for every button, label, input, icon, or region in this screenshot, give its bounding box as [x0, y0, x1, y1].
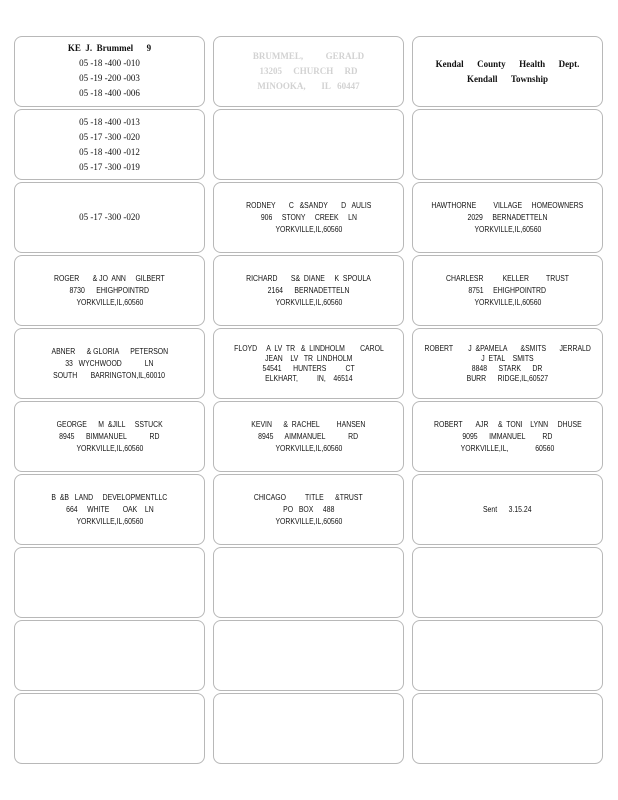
- address-label-blank: [213, 620, 404, 691]
- label-line: 33 WYCHWOOD LN: [65, 358, 154, 368]
- label-line: CHICAGO TITLE &TRUST: [254, 492, 363, 502]
- label-line: ELKHART, IN, 46514: [264, 373, 353, 383]
- label-line: YORKVILLE,IL, 60560: [460, 443, 555, 453]
- address-label: [213, 36, 404, 107]
- address-label: [412, 182, 603, 253]
- label-line: GEORGE M &JILL SSTUCK: [56, 419, 163, 429]
- address-label-sheet: [14, 36, 603, 764]
- label-line: FLOYD A LV TR & LINDHOLM CAROL: [233, 343, 384, 353]
- label-line: BRUMMEL, GERALD: [252, 51, 365, 61]
- label-line: J ETAL SMITS: [481, 353, 534, 363]
- label-line: 05 -17 -300 -019: [79, 161, 140, 172]
- label-line: 05 -18 -400 -012: [79, 146, 140, 157]
- address-label-blank: [14, 547, 205, 618]
- label-line: 664 WHITE OAK LN: [65, 504, 154, 514]
- label-line: JEAN LV TR LINDHOLM: [264, 353, 353, 363]
- label-line: 13205 CHURCH RD: [259, 66, 358, 76]
- label-line: YORKVILLE,IL,60560: [275, 443, 342, 453]
- address-label: [412, 36, 603, 107]
- label-line: YORKVILLE,IL,60560: [474, 224, 541, 234]
- label-line: CHARLESR KELLER TRUST: [446, 273, 569, 283]
- label-line: 8848 STARK DR: [472, 363, 543, 373]
- label-line: 2029 BERNADETTELN: [467, 212, 548, 222]
- address-label-blank: [412, 693, 603, 764]
- address-label: [14, 109, 205, 180]
- address-label-blank: [213, 547, 404, 618]
- address-label: [213, 401, 404, 472]
- address-label-blank: [213, 109, 404, 180]
- address-label: [14, 474, 205, 545]
- address-label-blank: [412, 109, 603, 180]
- label-line: KEVIN & RACHEL HANSEN: [251, 419, 366, 429]
- label-line: 05 -17 -300 -020: [79, 131, 140, 142]
- label-line: 8751 EHIGHPOINTRD: [468, 285, 547, 295]
- address-label-blank: [14, 693, 205, 764]
- label-line: Kendall Township: [466, 73, 549, 84]
- label-line: BURR RIDGE,IL,60527: [466, 373, 549, 383]
- address-label: [14, 182, 205, 253]
- label-line: YORKVILLE,IL,60560: [275, 516, 342, 526]
- label-line: PO BOX 488: [282, 504, 335, 514]
- label-line: YORKVILLE,IL,60560: [76, 443, 143, 453]
- label-line: RICHARD S& DIANE K SPOULA: [246, 273, 371, 283]
- label-line: SOUTH BARRINGTON,IL,60010: [53, 370, 166, 380]
- address-label-blank: [14, 620, 205, 691]
- label-line: 05 -17 -300 -020: [79, 212, 140, 222]
- address-label: [213, 328, 404, 399]
- label-line: ROBERT AJR & TONI LYNN DHUSE: [433, 419, 582, 429]
- address-label: [412, 474, 603, 545]
- address-label: [213, 255, 404, 326]
- label-line: YORKVILLE,IL,60560: [76, 516, 143, 526]
- label-line: YORKVILLE,IL,60560: [275, 297, 342, 307]
- address-label: [14, 255, 205, 326]
- label-line: HAWTHORNE VILLAGE HOMEOWNERS: [431, 200, 584, 210]
- label-line: 8945 BIMMANUEL RD: [59, 431, 160, 441]
- address-label: [14, 401, 205, 472]
- address-label-blank: [412, 547, 603, 618]
- label-line: ROBERT J &PAMELA &SMITS JERRALD: [424, 343, 591, 353]
- label-line: Kendal County Health Dept.: [435, 58, 580, 69]
- label-line: YORKVILLE,IL,60560: [275, 224, 342, 234]
- label-line: 8730 EHIGHPOINTRD: [69, 285, 150, 295]
- address-label: [412, 255, 603, 326]
- label-line: Sent 3.15.24: [483, 504, 532, 514]
- label-line: 9095 IMMANUEL RD: [462, 431, 553, 441]
- address-label: [14, 36, 205, 107]
- label-line: 05 -18 -400 -006: [79, 88, 140, 98]
- label-line: YORKVILLE,IL,60560: [76, 297, 143, 307]
- label-line: KE J. Brummel 9: [67, 43, 152, 53]
- address-label-blank: [412, 620, 603, 691]
- label-line: B &B LAND DEVELOPMENTLLC: [51, 492, 168, 502]
- address-label: [213, 474, 404, 545]
- label-line: 906 STONY CREEK LN: [260, 212, 357, 222]
- address-label: [213, 182, 404, 253]
- address-label: [412, 328, 603, 399]
- label-line: ABNER & GLORIA PETERSON: [51, 346, 168, 356]
- label-line: 8945 AIMMANUEL RD: [258, 431, 359, 441]
- label-line: 05 -18 -400 -013: [79, 116, 140, 127]
- label-line: 54541 HUNTERS CT: [262, 363, 355, 373]
- label-line: 05 -18 -400 -010: [79, 58, 140, 68]
- label-line: 05 -19 -200 -003: [79, 73, 140, 83]
- address-label: [14, 328, 205, 399]
- label-line: YORKVILLE,IL,60560: [474, 297, 541, 307]
- address-label-blank: [213, 693, 404, 764]
- label-line: 2164 BERNADETTELN: [267, 285, 350, 295]
- label-line: MINOOKA, IL 60447: [257, 81, 360, 91]
- label-line: ROGER & JO ANN GILBERT: [54, 273, 165, 283]
- label-line: RODNEY C &SANDY D AULIS: [245, 200, 372, 210]
- address-label: [412, 401, 603, 472]
